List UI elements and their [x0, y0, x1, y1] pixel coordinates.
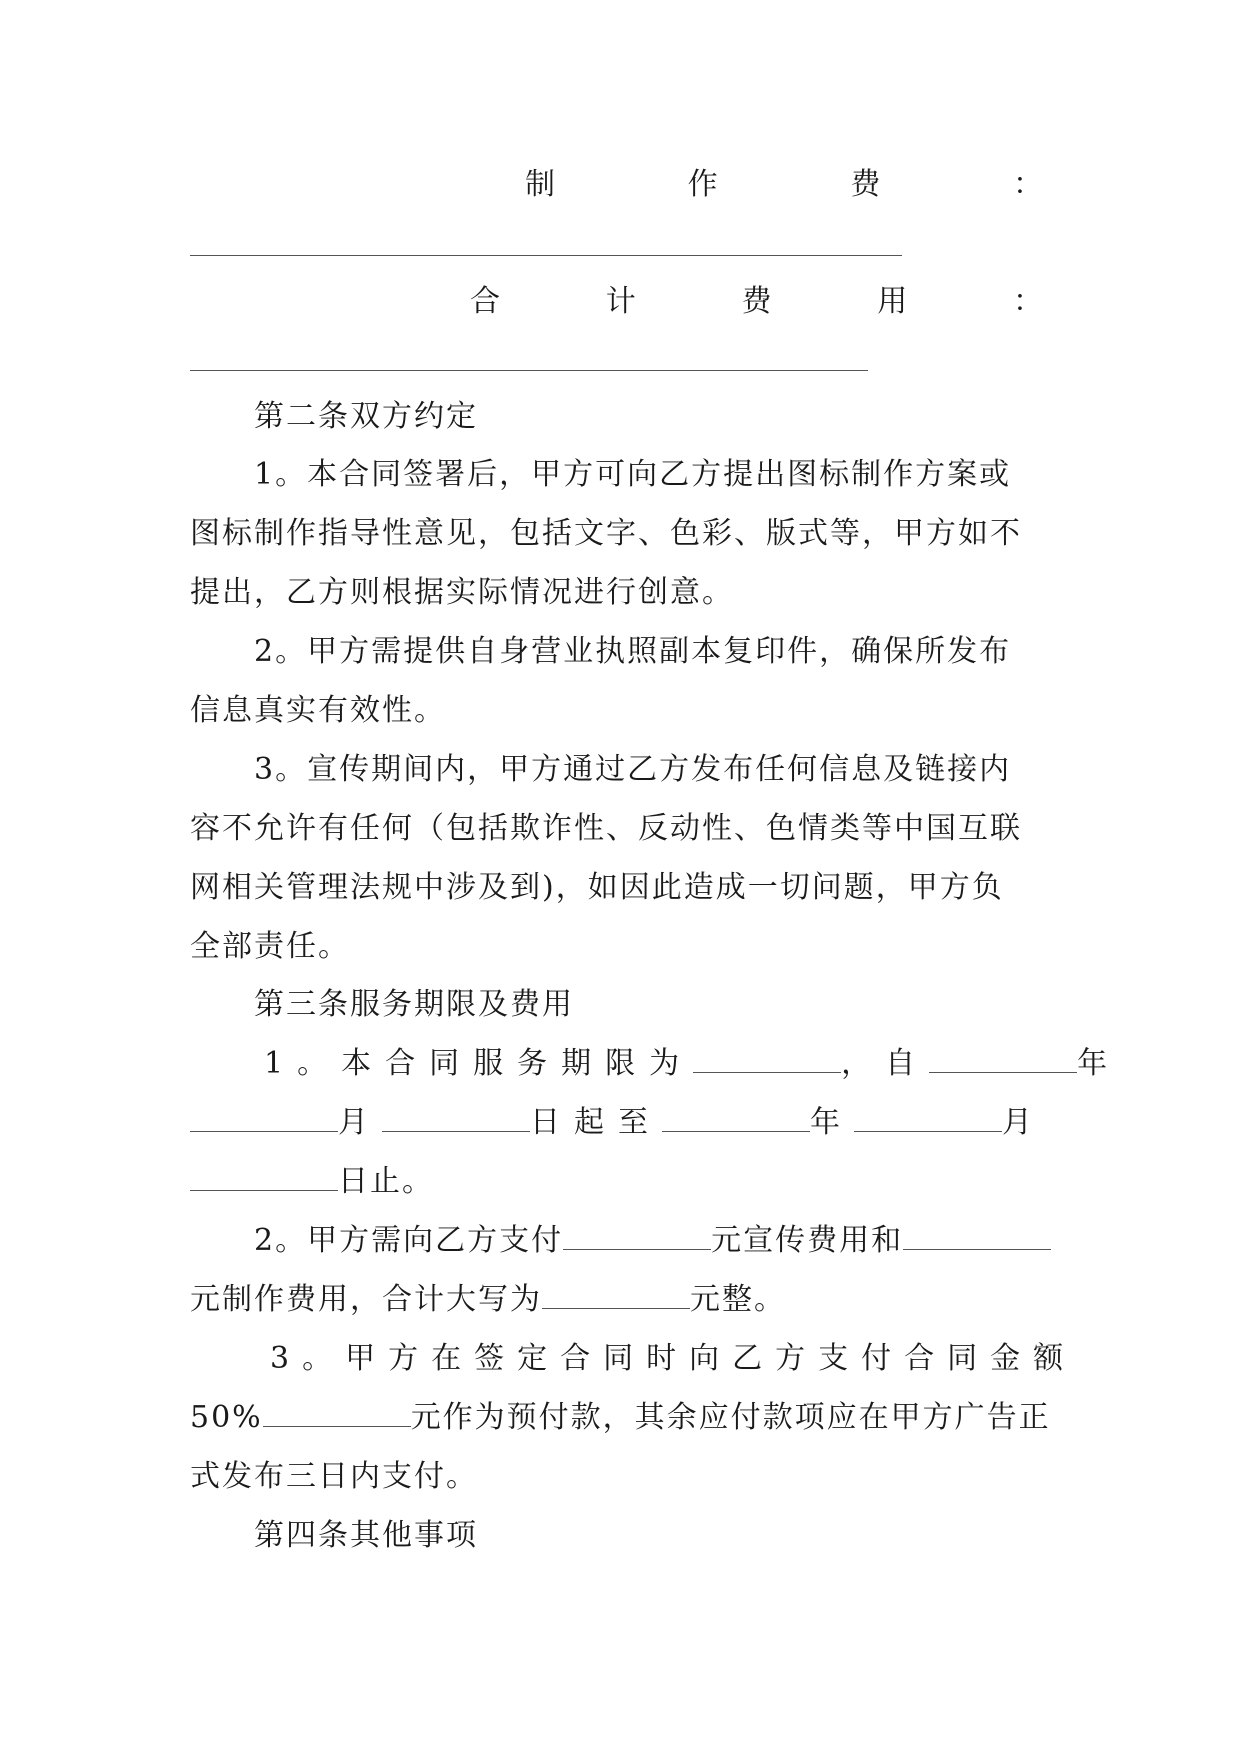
text-segment: 月 — [338, 1105, 382, 1140]
text-segment: 2。甲方需向乙方支付 — [254, 1223, 564, 1258]
fee-char: 计 — [605, 284, 638, 319]
fill-blank — [563, 1221, 711, 1250]
text-segment: 日止。 — [338, 1164, 434, 1199]
text-segment: 元宣传费用和 — [711, 1223, 904, 1258]
fee-char: 用 — [877, 284, 910, 319]
article2-p1-line2: 图标制作指导性意见，包括文字、色彩、版式等，甲方如不 — [190, 516, 1022, 551]
fill-blank — [190, 1162, 338, 1191]
article3-p1-line3 — [190, 1162, 1050, 1202]
article2-p3-line2: 容不允许有任何（包括欺诈性、反动性、色情类等中国互联 — [190, 811, 1022, 846]
text-segment: ，自 — [841, 1046, 930, 1081]
fee-char: 费 — [850, 167, 883, 202]
text-segment: 年 — [1077, 1046, 1122, 1081]
article3-p3-line2 — [190, 1398, 1050, 1438]
text-segment: 元整。 — [690, 1282, 786, 1317]
fill-blank — [903, 1221, 1051, 1250]
article2-p1-line3: 提出，乙方则根据实际情况进行创意。 — [190, 575, 734, 610]
text-segment: 月 — [1002, 1105, 1046, 1140]
fee-char: ： — [1013, 284, 1045, 319]
fee-char: 制 — [525, 167, 557, 202]
article3-p3-line3: 式发布三日内支付。 — [190, 1459, 478, 1494]
fee-char: 合 — [470, 284, 502, 319]
total-fee-label — [470, 282, 1045, 322]
fill-blank — [854, 1103, 1002, 1132]
article3-p3-line1: 3。甲方在签定合同时向乙方支付合同金额 — [270, 1341, 1077, 1376]
article3-p2-line2 — [190, 1280, 1050, 1320]
article4-title: 第四条其他事项 — [254, 1518, 478, 1553]
article3-title: 第三条服务期限及费用 — [254, 987, 574, 1022]
article3-p2-line1 — [254, 1221, 1050, 1261]
article2-p3-line3: 网相关管理法规中涉及到)，如因此造成一切问题，甲方负 — [190, 870, 1004, 905]
fill-blank — [542, 1280, 690, 1309]
article2-title: 第二条双方约定 — [254, 399, 478, 434]
fill-blank — [662, 1103, 810, 1132]
fill-blank — [693, 1044, 841, 1073]
fill-blank — [382, 1103, 530, 1132]
total-fee-blank — [190, 370, 868, 371]
fee-char: ： — [1012, 167, 1045, 202]
article2-p3-line4: 全部责任。 — [190, 929, 350, 964]
production-fee-label — [525, 165, 1045, 205]
text-segment: 1。本合同服务期限为 — [264, 1046, 694, 1081]
text-segment: 元作为预付款，其余应付款项应在甲方广告正 — [410, 1400, 1051, 1435]
article2-p2-line1: 2。甲方需提供自身营业执照副本复印件，确保所发布 — [254, 634, 1012, 669]
fill-blank — [263, 1398, 411, 1427]
text-segment: 元制作费用，合计大写为 — [190, 1282, 542, 1317]
article2-p2-line2: 信息真实有效性。 — [190, 693, 446, 728]
fill-blank — [190, 1103, 338, 1132]
text-segment: 日起至 — [530, 1105, 662, 1140]
fill-blank — [929, 1044, 1077, 1073]
article3-p1-line2 — [190, 1103, 1050, 1143]
production-fee-blank — [190, 255, 902, 256]
fee-char: 作 — [687, 167, 720, 202]
article3-p1-line1 — [264, 1044, 1122, 1084]
article2-p3-line1: 3。宣传期间内，甲方通过乙方发布任何信息及链接内 — [254, 752, 1012, 787]
text-segment: 50% — [190, 1400, 263, 1435]
article2-p1-line1: 1。本合同签署后，甲方可向乙方提出图标制作方案或 — [254, 457, 1012, 492]
fee-char: 费 — [741, 284, 774, 319]
text-segment: 年 — [810, 1105, 854, 1140]
